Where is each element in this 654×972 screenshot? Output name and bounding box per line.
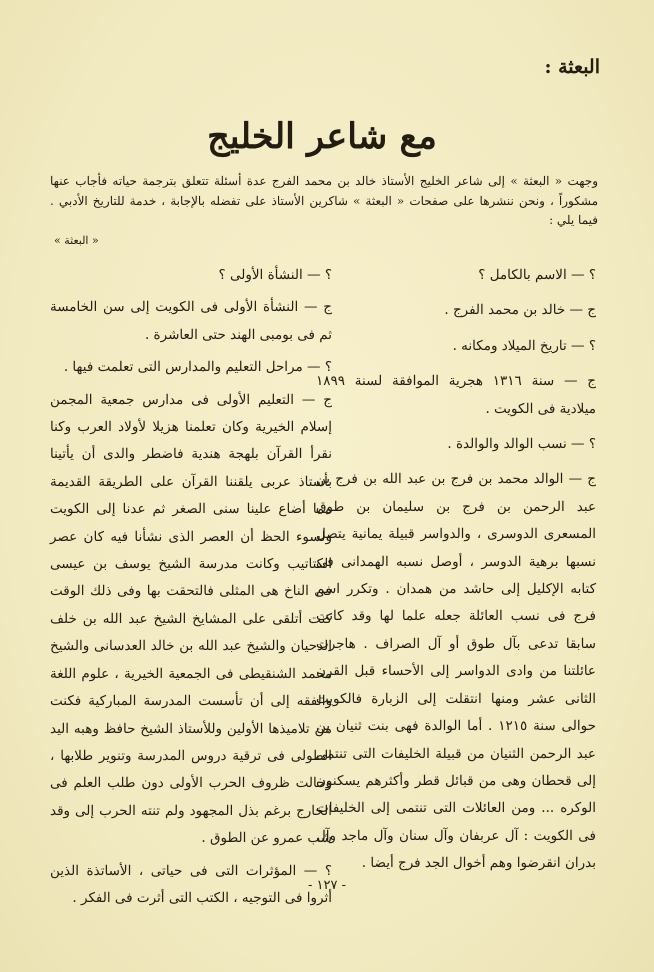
answer-education: ج — التعليم الأولى فى مدارس جمعية المجمن إسلام الخيرية وكان تعلمنا هزيلا لأولاد العرب وكنا نقرأ القرآن بلهجة هندية فاضطر والدى أن يأتينا بأستاذ عربى يلقننا القرآن على الطريقة القديمة مما أضاع علينا سنى الصغر ثم عدنا إلى الكويت ولسوء الحظ أن العصر الذى نشأنا فيه كان عصر الكتاتيب وكانت مدرسة الشيخ يوسف بن عيسى فى الناخ هى المثلى فالتحقت بها وفى ذلك الوقت كنت أتلقى على المشايخ الشيخ عبد الله بن خلف الدحيان والشيخ عبد الله بن خالد العدسانى والشيخ محمد الشنقيطى فى الجمعية الخيرية ، علوم اللغة والفقه إلى أن تأسست المدرسة المباركية فكنت من تلاميذها الأولين وللأستاذ الشيخ حافظ وهبه اليد الطولى فى ترقية دروس المدرسة وتنوير طلابها ، وحالت ظروف الحرب الأولى دون طلب العلم فى الخارج برغم بذل المجهود ولم تنته الحرب إلى وقد شب عمرو عن الطوق . — [50, 391, 332, 847]
question-name: ؟ — الاسم بالكامل ؟ — [478, 267, 596, 283]
right-column — [316, 262, 596, 886]
section-header: البعثة : — [544, 56, 600, 78]
answer-name: ج — خالد بن محمد الفرج . — [444, 302, 596, 319]
answer-upbringing: ج — النشأة الأولى فى الكويت إلى سن الخامسة ثم فى بومبى الهند حتى العاشرة . — [50, 299, 332, 343]
question-education: ؟ — مراحل التعليم والمدارس التى تعلمت فيها . — [63, 359, 332, 376]
left-column — [50, 262, 332, 917]
question-birth: ؟ — تاريخ الميلاد ومكانه . — [452, 337, 596, 354]
page-number: - ١٢٧ - — [307, 878, 346, 893]
intro-paragraph: وجهت « البعثة » إلى شاعر الخليج الأستاذ خالد بن محمد الفرج عدة أسئلة تتعلق بترجمة حياته فأجاب عنها مشكوراً ، ونحن ننشرها على صفحات « البعثة » شاكرين الأستاذ على تفضله بالإجابة ، خدمة للتاريخ الأدبي . فيما يلي : — [50, 174, 598, 227]
question-lineage: ؟ — نسب الوالد والوالدة . — [447, 436, 596, 453]
answer-birth: ج — سنة ١٣١٦ هجرية الموافقة لسنة ١٨٩٩ ميلادية فى الكويت . — [316, 373, 596, 417]
answer-lineage: ج — الوالد محمد بن فرج بن عبد الله بن فرج بن عبد الرحمن بن فرج بن سليمان بن طوق المسعرى الدوسرى ، والدواسر قبيلة يمانية يتصل نسبها برهية الدوسر ، أوصل نسبه الهمدانى فى كتابه الإكليل إلى حاشد من همدان . وتكرر اسم فرج فى نسب العائلة جعله علما لها وقد كانت سابقا تدعى بآل طوق أو آل الصراف . هاجرت عائلتنا من وادى الدواسر إلى الأحساء قبل القرن الثانى عشر ومنها انتقلت إلى الزبارة فالكويت حوالى سنة ١٢١٥ . أما الوالدة فهى بنت ثنيان بن عبد الرحمن الثنيان من قبيلة الخليفات التى تنتمى إلى قحطان وهى من قبائل قطر وأكثرهم يسكنون الوكره ... ومن العائلات التى تنتمى إلى الخليفات فى الكويت : آل عربفان وآل سنان وآل ماجد وآل بدران انقرضوا وهم أخوال الجد فرج أيضا . — [316, 471, 596, 872]
question-influences: ؟ — المؤثرات التى فى حياتى ، الأساتذة الذين أثروا فى التوجيه ، الكتب التى أثرت فى الفكر . — [50, 862, 332, 906]
question-upbringing: ؟ — النشأة الأولى ؟ — [218, 267, 332, 283]
page-title: مع شاعر الخليج — [207, 116, 437, 157]
intro-signature: « البعثة » — [54, 234, 99, 247]
